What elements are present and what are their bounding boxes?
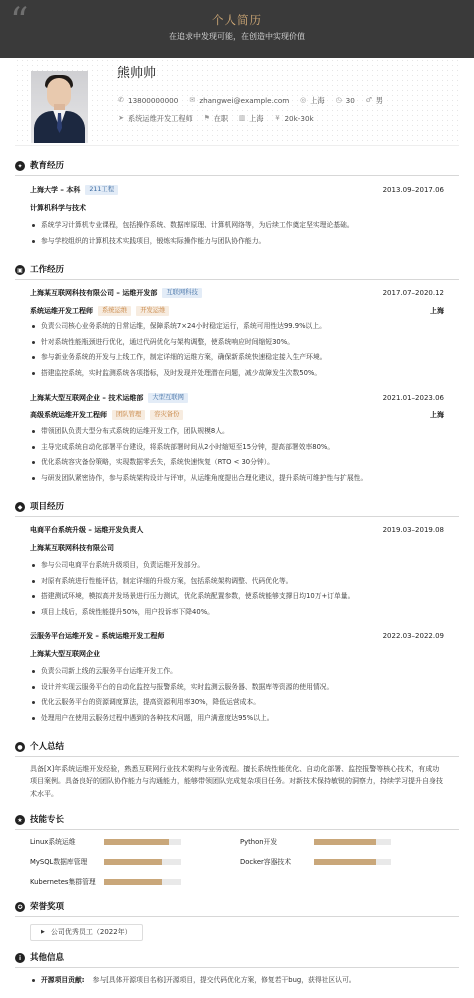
- job-role-tag: 系统运维: [98, 306, 131, 316]
- job-company: 上海某大型互联网企业 – 技术运维部: [30, 393, 144, 402]
- job-dates: 2017.07–2020.12: [382, 288, 444, 297]
- phone-icon: ✆: [118, 96, 124, 105]
- project-row: [30, 526, 444, 535]
- divider: [15, 516, 459, 517]
- other-label: 开源项目贡献:: [41, 976, 85, 984]
- education-bullet: 参与学校组织的计算机技术实践项目，锻炼实际操作能力与团队协作能力。: [30, 237, 444, 247]
- education-major: 计算机科学与技术: [30, 204, 86, 212]
- work-heading: ▣ 工作经历: [15, 265, 64, 276]
- person-icon: ●: [15, 742, 25, 752]
- education-bullet: 系统学习计算机专业课程，包括操作系统、数据库原理、计算机网络等，为后续工作奠定坚实理论基础。: [30, 221, 444, 231]
- award-icon: ✪: [15, 902, 25, 912]
- job-company: 上海某互联网科技有限公司 – 运维开发部: [30, 288, 158, 297]
- project-row: [30, 632, 444, 641]
- project-icon: ◆: [15, 502, 25, 512]
- skill-bar-fill: [104, 879, 162, 885]
- job-bullet: 参与新业务系统的开发与上线工作，制定详细的运维方案，确保新系统快速稳定接入生产环境。: [30, 353, 444, 363]
- job-role-row: [30, 410, 444, 420]
- project-bullet: 负责公司新上线的云服务平台运维开发工作。: [30, 667, 444, 677]
- profile-name: 熊帅帅: [117, 66, 157, 81]
- job-role-row: [30, 306, 444, 316]
- skill-bar: [314, 859, 391, 865]
- job-company-tag: 互联网科技: [162, 288, 201, 298]
- job-bullet: 带领团队负责大型分布式系统的运维开发工作，团队规模8人。: [30, 427, 444, 437]
- skill-name: Kubernetes集群管理: [30, 878, 96, 886]
- resume-subtitle: 在追求中发现可能，在创造中实现价值: [169, 32, 305, 41]
- profile-age: 30: [345, 96, 355, 105]
- skill-bar-fill: [104, 839, 169, 845]
- divider: [15, 916, 459, 917]
- skill-bar-fill: [314, 859, 376, 865]
- profile-gender: 男: [375, 96, 383, 105]
- divider: [15, 279, 459, 280]
- skill-item: [30, 838, 181, 846]
- profile-job: 系统运维开发工程师: [128, 114, 193, 123]
- profile-card: [15, 58, 459, 146]
- job-company-tag: 大型互联网: [148, 393, 187, 403]
- job-role-tag: 容灾备份: [150, 410, 183, 420]
- skill-name: Linux系统运维: [30, 838, 76, 846]
- briefcase-icon: ▣: [15, 265, 25, 275]
- job-city: 上海: [430, 306, 444, 315]
- skill-bar: [104, 839, 181, 845]
- skill-name: MySQL数据库管理: [30, 858, 88, 866]
- divider: [15, 829, 459, 830]
- divider: [15, 756, 459, 757]
- profile-status: 在职: [213, 114, 229, 123]
- triangle-icon: ▶: [41, 929, 45, 936]
- project-bullet: 参与公司电商平台系统升级项目，负责运维开发部分。: [30, 561, 444, 571]
- school-name: 上海大学 – 本科: [30, 185, 81, 194]
- school-tag: 211工程: [85, 185, 118, 195]
- salary-icon: ¥: [275, 114, 280, 123]
- summary-text: 具备[X]年系统运维开发经验，熟悉互联网行业技术架构与业务流程。擅长系统性能优化、自动化部署、监控报警等核心技术，有成功项目案例。具备良好的团队协作能力与沟通能力，能够带领团队完成复杂项目任务。对新技术保持敏锐的洞察力，持续学习提升自身技术水平。: [30, 765, 443, 798]
- education-dates: 2013.09–2017.06: [382, 185, 444, 194]
- location-icon: ◎: [300, 96, 307, 105]
- job-bullet: 与研发团队紧密协作，参与系统架构设计与评审，从运维角度提出合理化建议，提升系统可维护性与扩展性。: [30, 474, 444, 484]
- skill-item: [240, 838, 391, 846]
- gender-icon: ♂: [365, 96, 372, 105]
- profile-contact-row: [117, 96, 393, 105]
- graduation-icon: ✦: [15, 161, 25, 171]
- profile-email: zhangwei@example.com: [199, 96, 290, 105]
- email-icon: ✉: [189, 96, 196, 105]
- honors-heading: ✪ 荣誉奖项: [15, 902, 64, 913]
- job-bullet: 针对系统性能瓶颈进行优化，通过代码优化与架构调整，使系统响应时间缩短30%。: [30, 338, 444, 348]
- project-dates: 2022.03–2022.09: [382, 632, 444, 640]
- projects-heading: ◆ 项目经历: [15, 502, 64, 513]
- project-dates: 2019.03–2019.08: [382, 526, 444, 534]
- skill-bar: [104, 879, 181, 885]
- skills-heading: ★ 技能专长: [15, 815, 64, 826]
- other-item: [30, 976, 444, 986]
- job-role-tag: 开发运维: [136, 306, 169, 316]
- profile-city: 上海: [310, 96, 325, 105]
- job-company-row: [30, 288, 444, 298]
- resume-header: [0, 0, 474, 58]
- divider: [15, 175, 459, 176]
- project-name: 云服务平台运维开发 – 系统运维开发工程师: [30, 632, 165, 640]
- job-bullet: 搭建监控系统，实时监测系统各项指标，及时发现并处理潜在问题，减少故障发生次数50%。: [30, 369, 444, 379]
- skill-bar: [104, 859, 181, 865]
- resume-title: 个人简历: [212, 13, 262, 27]
- award-text: 公司优秀员工（2022年）: [50, 928, 132, 937]
- profile-phone: 13800000000: [128, 96, 179, 105]
- education-heading: ✦ 教育经历: [15, 161, 64, 172]
- flag-icon: ⚑: [203, 114, 210, 123]
- job-role: 高级系统运维开发工程师: [30, 410, 107, 419]
- job-role: 系统运维开发工程师: [30, 306, 93, 315]
- project-bullet: 优化云服务平台的资源调度算法，提高资源利用率30%，降低运营成本。: [30, 698, 444, 708]
- job-dates: 2021.01–2023.06: [382, 393, 444, 402]
- job-bullet: 负责公司核心业务系统的日常运维，保障系统7×24小时稳定运行，系统可用性达99.9%以上。: [30, 322, 444, 332]
- building-icon: ▥: [238, 114, 246, 123]
- job-company-row: [30, 393, 444, 403]
- skill-bar-fill: [104, 859, 162, 865]
- quote-mark-icon: “: [10, 1, 29, 42]
- award-badge: [30, 924, 143, 941]
- project-org: 上海某大型互联网企业: [30, 650, 100, 658]
- project-name: 电商平台系统升级 – 运维开发负责人: [30, 526, 144, 534]
- skill-icon: ★: [15, 815, 25, 825]
- project-bullet: 搭建测试环境，模拟高并发场景进行压力测试，优化系统配置参数，使系统能够支撑日均10万+订单量。: [30, 592, 444, 602]
- other-text: 参与[具体开源项目名称]开源项目，提交代码优化方案，修复若干bug，获得社区认可。: [92, 976, 356, 984]
- profile-salary: 20k-30k: [284, 114, 314, 123]
- job-role-tag: 团队管理: [112, 410, 145, 420]
- skill-bar: [314, 839, 391, 845]
- skill-item: [240, 858, 391, 866]
- skill-name: Python开发: [240, 838, 278, 846]
- info-icon: i: [15, 953, 25, 963]
- send-icon: ➤: [118, 114, 124, 123]
- project-bullet: 设计并实现云服务平台的自动化监控与报警系统，实时监测云服务器、数据库等资源的使用情况。: [30, 683, 444, 693]
- other-heading: i 其他信息: [15, 953, 64, 964]
- profile-job-row: [117, 114, 324, 123]
- profile-expect-city: 上海: [249, 114, 264, 123]
- age-icon: ◷: [335, 96, 342, 105]
- summary-heading: ● 个人总结: [15, 742, 64, 753]
- skill-item: [30, 878, 181, 886]
- project-bullet: 项目上线后，系统性能提升50%，用户投诉率下降40%。: [30, 608, 444, 618]
- skill-bar-fill: [314, 839, 376, 845]
- project-org: 上海某互联网科技有限公司: [30, 544, 114, 552]
- project-bullet: 对原有系统进行性能评估，制定详细的升级方案，包括系统架构调整、代码优化等。: [30, 577, 444, 587]
- job-city: 上海: [430, 410, 444, 419]
- job-bullet: 优化系统容灾备份策略，实现数据零丢失，系统快速恢复（RTO < 30分钟）。: [30, 458, 444, 468]
- project-bullet: 处理用户在使用云服务过程中遇到的各种技术问题，用户满意度达95%以上。: [30, 714, 444, 724]
- divider: [15, 967, 459, 968]
- skill-item: [30, 858, 181, 866]
- job-bullet: 主导完成系统自动化部署平台建设，将系统部署时间从2小时缩短至15分钟，提高部署效率80%。: [30, 443, 444, 453]
- skill-name: Docker容器技术: [240, 858, 291, 866]
- profile-photo: [31, 71, 88, 143]
- education-row: [30, 185, 444, 195]
